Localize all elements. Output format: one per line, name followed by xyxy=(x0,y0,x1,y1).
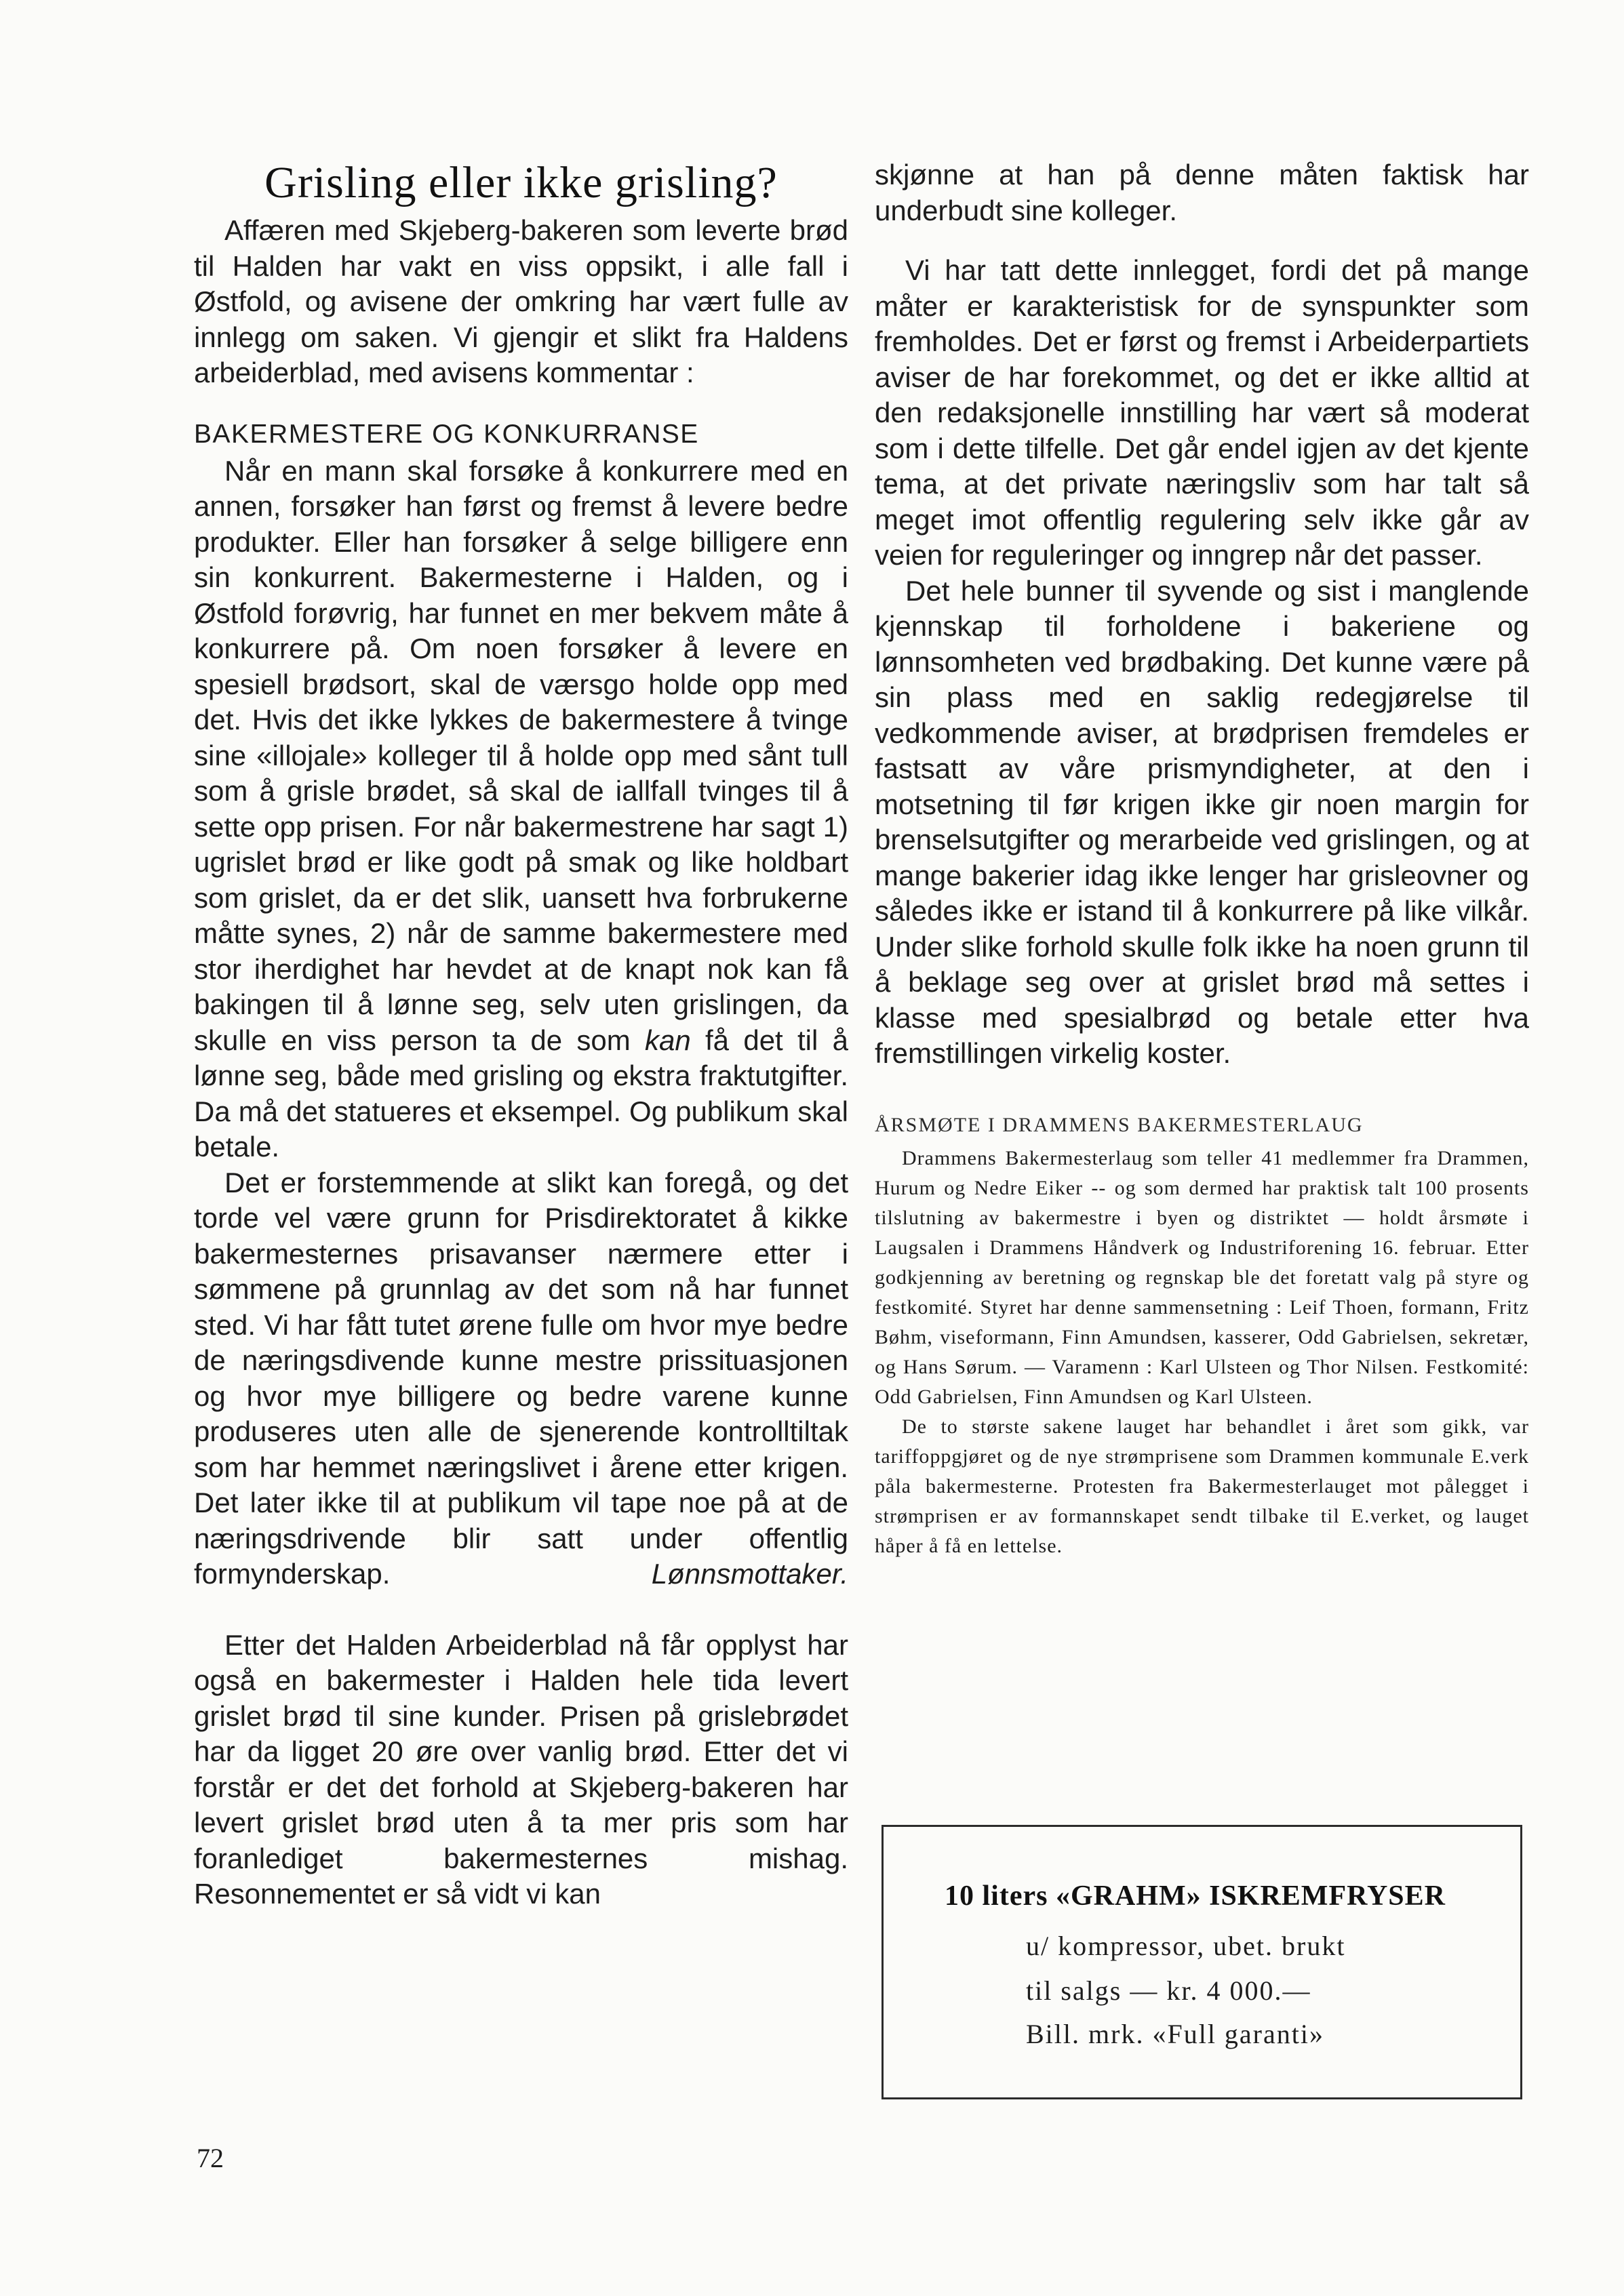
notice-paragraph-2: De to største sakene lauget har behandlet i året som gikk, var tariffoppgjøret og de nye strømprisene som Drammen kommunale E.verk påla bakermesterne. Protesten fra Bakermesterlauget mot pålegget i strømprisen er av formannskapet sendt tilbake til E.verket, og lauget håper å få en lettelse. xyxy=(875,1415,1529,1557)
left-column xyxy=(194,157,848,1912)
spacer xyxy=(875,228,1529,253)
paragraph-1-italic: kan xyxy=(645,1024,691,1056)
article-paragraph-4: Vi har tatt dette innlegget, fordi det på mange måter er karakteristisk for de synspunkter som fremholdes. Det er først og fremst i Arbeiderpartiets aviser de har forekommet, og det er ikke alltid at den redaksjonelle innstilling har vært så moderat som i dette tilfelle. Det går endel igjen av det kjente tema, at det private næringsliv som har talt så meget imot offentlig regulering selv ikke går av veien for reguleringer og inngrep når det passer. xyxy=(875,254,1529,571)
article-signature: Lønnsmottaker. xyxy=(651,1558,848,1590)
page-number: 72 xyxy=(197,2143,224,2173)
article-paragraph-3: Etter det Halden Arbeiderblad nå får opplyst har også en bakermester i Halden hele tida levert grislet brød til sine kunder. Prisen på grislebrødet har da ligget 20 øre over vanlig brød. Etter det vi forstår er det det forhold at Skjeberg-bakeren har levert grislet brød uten å ta mer pris som har foranlediget bakermesternes mishag. Resonnementet er så vidt vi kan xyxy=(194,1628,848,1910)
advertisement-line-1: u/ kompressor, ubet. brukt xyxy=(1026,1931,1346,1961)
article-title: Grisling eller ikke grisling? xyxy=(264,158,778,207)
notice-heading: ÅRSMØTE I DRAMMENS BAKERMESTERLAUG xyxy=(875,1113,1364,1136)
paragraph-1-text-a: Når en mann skal forsøke å konkurrere med en annen, forsøker han først og fremst å levere bedre produkter. Eller han forsøker å selge billigere enn sin konkurrent. Bakermesterne i Halden, og i Østfold forøvrig, har funnet en mer bekvem måte å konkurrere på. Om noen forsøker å levere en spesiell brødsort, skal de værsgo holde opp med det. Hvis det ikke lykkes de bakermestere å tvinge sine «illojale» kolleger til å holde opp med sånt tull som å grisle brødet, så skal de iallfall tvinges til å sette opp prisen. For når bakermestrene har sagt 1) ugrislet brød er like godt på smak og like holdbart som grislet, da er det slik, uansett hva forbrukerne måtte synes, 2) når de samme bakermestere med stor iherdighet har hevdet at de knapt nok kan få bakingen til å lønne seg, selv uten grislingen, da skulle en viss person ta de som xyxy=(194,454,848,1056)
article-paragraph-3-continued: skjønne at han på denne måten faktisk har underbudt sine kolleger. xyxy=(875,159,1529,226)
right-column xyxy=(875,157,1529,1561)
article-intro: Affæren med Skjeberg-bakeren som leverte brød til Halden har vakt en viss oppsikt, i alle fall i Østfold, og avisene der omkring har vært fulle av innlegg om saken. Vi gjengir et slikt fra Haldens arbeiderblad, med avisens kommentar : xyxy=(194,214,848,388)
article-paragraph-2 xyxy=(194,1165,848,1592)
article-subheading: BAKERMESTERE OG KONKURRANSE xyxy=(194,419,699,449)
advertisement-line-3: Bill. mrk. «Full garanti» xyxy=(1026,2019,1324,2049)
article-paragraph-1 xyxy=(194,454,848,1165)
notice-paragraph-1: Drammens Bakermesterlaug som teller 41 medlemmer fra Drammen, Hurum og Nedre Eiker -- og som dermed har praktisk talt 100 prosents tilslutning av bakermestre i byen og distriktet — holdt årsmøte i Laugsalen i Drammens Håndverk og Industriforening 16. februar. Etter godkjenning av beretning og regnskap ble det foretatt valg på styre og festkomité. Styret har denne sammensetning : Leif Thoen, formann, Fritz Bøhm, viseformann, Finn Amundsen, kasserer, Odd Gabrielsen, sekretær, og Hans Sørum. — Varamenn : Karl Ulsteen og Thor Nilsen. Festkomité: Odd Gabrielsen, Finn Amundsen og Karl Ulsteen. xyxy=(875,1146,1529,1408)
spacer xyxy=(194,1592,848,1628)
paragraph-2-text: Det er forstemmende at slikt kan foregå, og det torde vel være grunn for Prisdirektoratet å kikke bakermesternes prisavanser nærmere etter i sømmene på grunnlag av det som nå har funnet sted. Vi har fått tutet ørene fulle om hvor mye bedre de næringsdivende kunne mestre prissituasjonen og hvor mye billigere og bedre varene kunne produseres uten alle de sjenerende kontrolltiltak som har hemmet næringslivet i årene etter krigen. Det later ikke til at publikum vil tape noe på at de næringsdrivende blir satt under offentlig formynderskap. xyxy=(194,1166,848,1590)
article-paragraph-5: Det hele bunner til syvende og sist i manglende kjennskap til forholdene i bakeriene og lønnsomheten ved brødbaking. Det kunne være på sin plass med en saklig redegjørelse til vedkommende aviser, at brødprisen fremdeles er fastsatt av våre prismyndigheter, at den i motsetning til før krigen ikke gir noen margin for brenselsutgifter og merarbeide ved grislingen, og at mange bakerier idag ikke lenger har grisleovner og således ikke er istand til å konkurrere på like vilkår. Under slike forhold skulle folk ikke ha noen grunn til å beklage seg over at grislet brød må settes i klasse med spesialbrød og betale etter hva fremstillingen virkelig koster. xyxy=(875,574,1529,1069)
spacer xyxy=(875,1072,1529,1114)
paragraph-1-text-b: få det til å lønne seg, både med grisling og ekstra fraktutgifter. Da må det statueres et eksempel. Og publikum skal betale. xyxy=(194,1024,848,1163)
advertisement-line-2: til salgs — kr. 4 000.— xyxy=(1026,1975,1311,2006)
advertisement-box xyxy=(882,1825,1522,2099)
advertisement-title: 10 liters «GRAHM» ISKREMFRYSER xyxy=(945,1880,1446,1912)
